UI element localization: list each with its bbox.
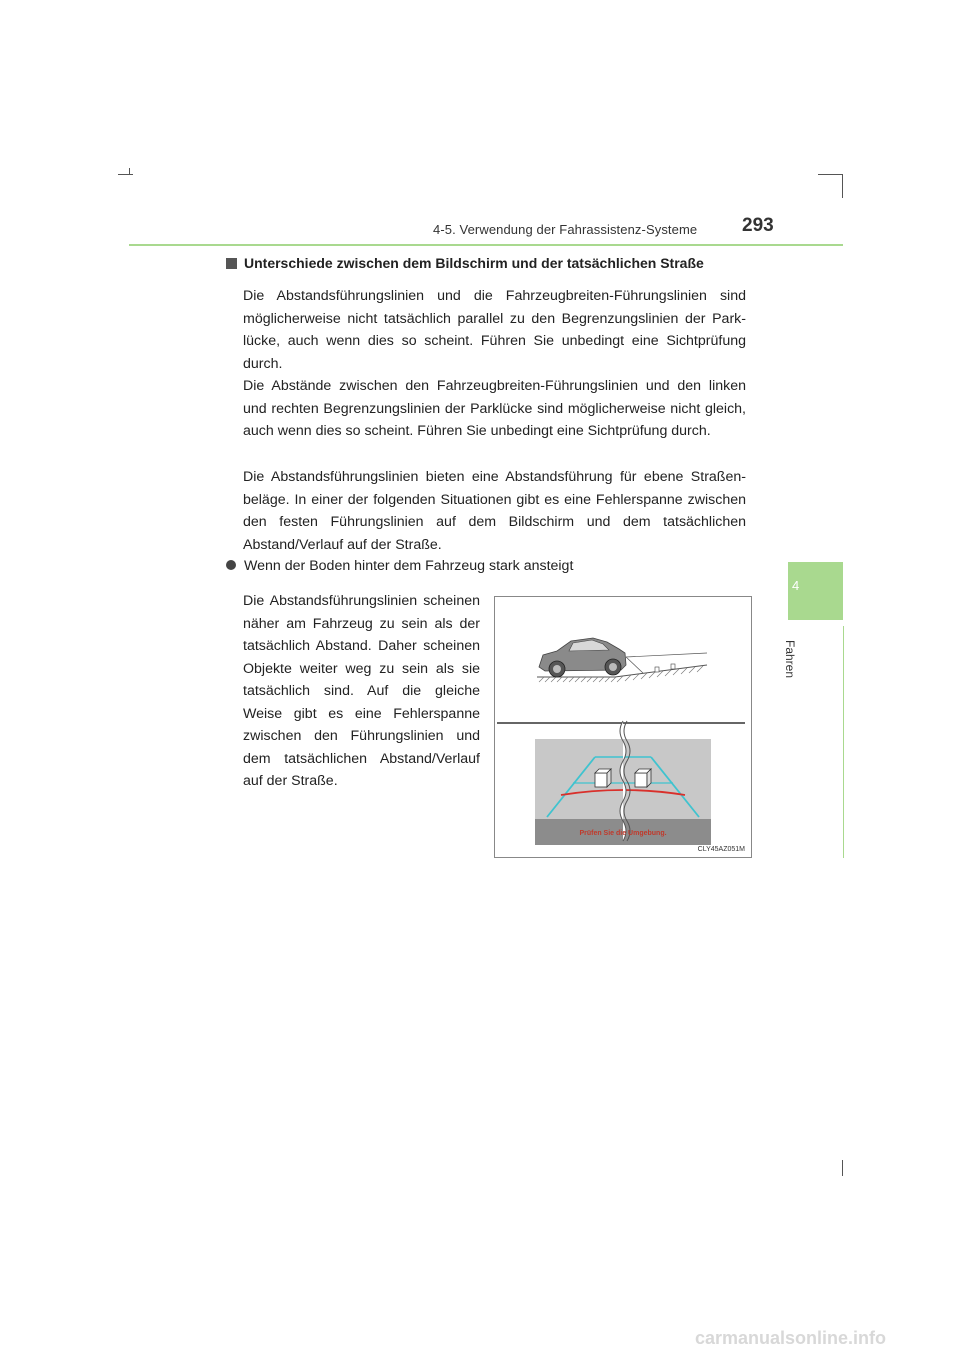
bullet-description: Die Abstandsführungslinien scheinen näher am Fahrzeug zu sein als der tatsächlich Abstand. Daher scheinen Objekte weiter weg zu sein als sie tatsächlich sind. Auf die gleiche Weise gibt es eine Fehlerspanne zwischen den Führungslinien und dem tatsächlichen Abstand/Verlauf auf der Straße. <box>243 593 480 789</box>
camera-screen <box>535 721 711 845</box>
paragraph-1: Die Abstandsführungslinien und die Fahrzeugbreiten-Führungslinien sind möglicherweise nicht tatsächlich parallel zu den Begrenzungslinien der Parklücke, auch wenn dies so scheint. Führen Sie unbedingt eine Sichtprüfung durch. <box>243 288 746 372</box>
illustration <box>494 596 752 858</box>
heading-text: Unterschiede zwischen dem Bildschirm und der tatsächlichen Straße <box>244 255 704 271</box>
section-heading <box>226 255 704 271</box>
side-divider <box>843 626 844 858</box>
illustration-svg <box>495 597 751 857</box>
chapter-label: Fahren <box>783 640 797 679</box>
crop-mark <box>118 174 133 175</box>
bullet-text: Wenn der Boden hinter dem Fahrzeug stark ansteigt <box>244 558 574 574</box>
crop-mark <box>129 168 130 174</box>
bullet-dot-icon <box>226 560 236 570</box>
paragraph-2: Die Abstände zwischen den Fahrzeugbreiten-Führungslinien und den linken und rechten Begrenzungslinien der Parklücke sind möglicherweise nicht gleich, auch wenn dies so scheint. Führen Sie unbedingt eine Sichtprüfung durch. <box>243 378 746 439</box>
crop-mark <box>842 1160 843 1176</box>
watermark: carmanualsonline.info <box>695 1328 887 1348</box>
chapter-number: 4 <box>792 578 800 593</box>
crop-mark <box>842 174 843 198</box>
header-divider <box>129 244 843 246</box>
screen-message: Prüfen Sie die Umgebung. <box>579 830 667 837</box>
bullet-item <box>226 558 573 574</box>
page-number: 293 <box>742 215 774 236</box>
paragraph-3: Die Abstandsführungslinien bieten eine Abstandsführung für ebene Straßenbeläge. In einer der folgenden Situationen gibt es eine Fehlerspanne zwischen den festen Führungslinien auf dem Bildschirm und dem tatsächlichen Abstand/Verlauf auf der Straße. <box>243 469 746 553</box>
section-title: 4-5. Verwendung der Fahrassistenz-Systeme <box>433 222 698 237</box>
image-code: CLY45AZ051M <box>697 846 745 853</box>
car-scene <box>537 638 707 682</box>
square-bullet-icon <box>226 258 237 269</box>
crop-mark <box>818 174 843 175</box>
